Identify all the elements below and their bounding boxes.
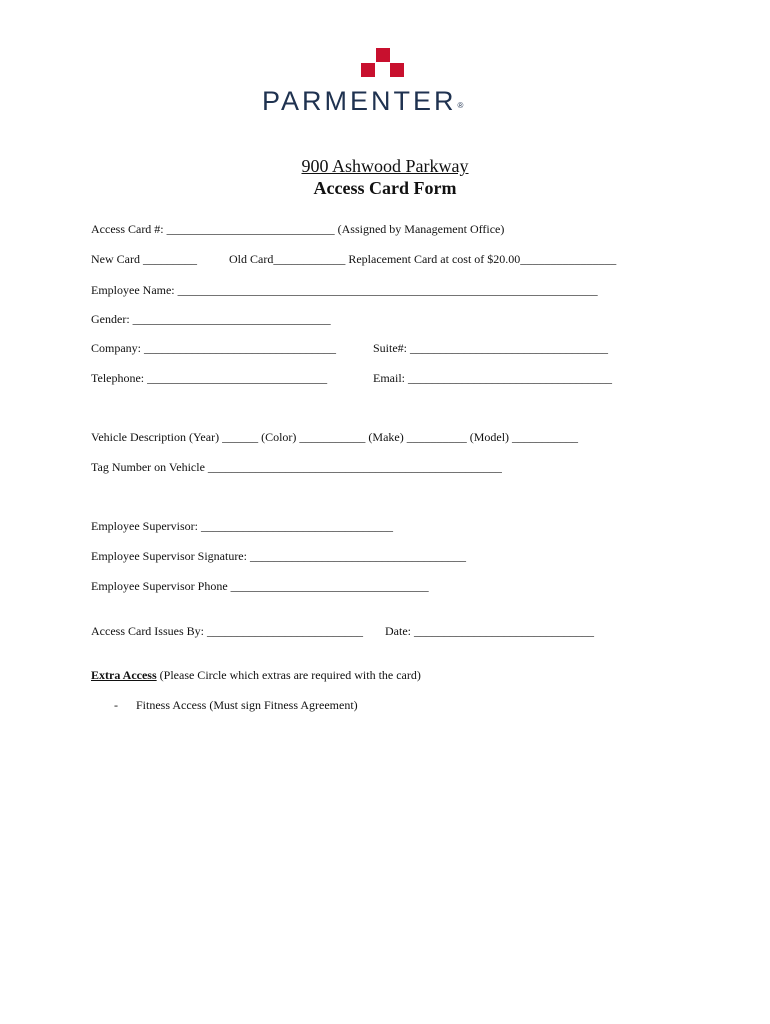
extra-access-note: (Please Circle which extras are required with the card) xyxy=(156,668,421,682)
email-field[interactable]: Email: __________________________________ xyxy=(373,371,612,385)
supervisor-signature-field[interactable]: Employee Supervisor Signature: ____________________________________ xyxy=(91,549,466,563)
issued-by-field[interactable]: Access Card Issues By: __________________________ xyxy=(91,624,363,638)
form-address: 900 Ashwood Parkway xyxy=(301,156,469,176)
date-field[interactable]: Date: ______________________________ xyxy=(385,624,594,638)
logo-wordmark xyxy=(262,86,508,117)
old-card-field[interactable]: Old Card____________ Replacement Card at cost of $20.00________________ xyxy=(229,252,617,266)
tag-number-field[interactable]: Tag Number on Vehicle _________________________________________________ xyxy=(91,460,502,474)
suite-field[interactable]: Suite#: _________________________________ xyxy=(373,341,609,355)
logo-square-right xyxy=(390,63,404,77)
new-card-field[interactable]: New Card _________ xyxy=(91,252,197,266)
access-card-field[interactable]: Access Card #: ____________________________ (Assigned by Management Office) xyxy=(91,222,505,236)
form-title: Access Card Form xyxy=(313,178,457,198)
gender-field[interactable]: Gender: _________________________________ xyxy=(91,312,331,326)
company-field[interactable]: Company: ________________________________ xyxy=(91,341,336,355)
registered-mark: ® xyxy=(457,101,464,110)
employee-name-field[interactable]: Employee Name: ______________________________________________________________________ xyxy=(91,283,598,297)
extra-bullet: - xyxy=(114,698,118,712)
supervisor-field[interactable]: Employee Supervisor: ________________________________ xyxy=(91,519,393,533)
telephone-field[interactable]: Telephone: ______________________________ xyxy=(91,371,328,385)
logo-square-left xyxy=(361,63,375,77)
logo-mark xyxy=(361,48,404,78)
supervisor-phone-field[interactable]: Employee Supervisor Phone _________________________________ xyxy=(91,579,429,593)
logo-square-top xyxy=(376,48,390,62)
vehicle-description-field[interactable]: Vehicle Description (Year) ______ (Color) ___________ (Make) __________ (Model) ___________ xyxy=(91,430,579,444)
extra-access-section xyxy=(91,668,421,682)
fitness-access-option[interactable]: Fitness Access (Must sign Fitness Agreement) xyxy=(136,698,358,712)
logo-brand: PARMENTER xyxy=(262,86,457,116)
extra-access-label: Extra Access xyxy=(91,668,157,682)
